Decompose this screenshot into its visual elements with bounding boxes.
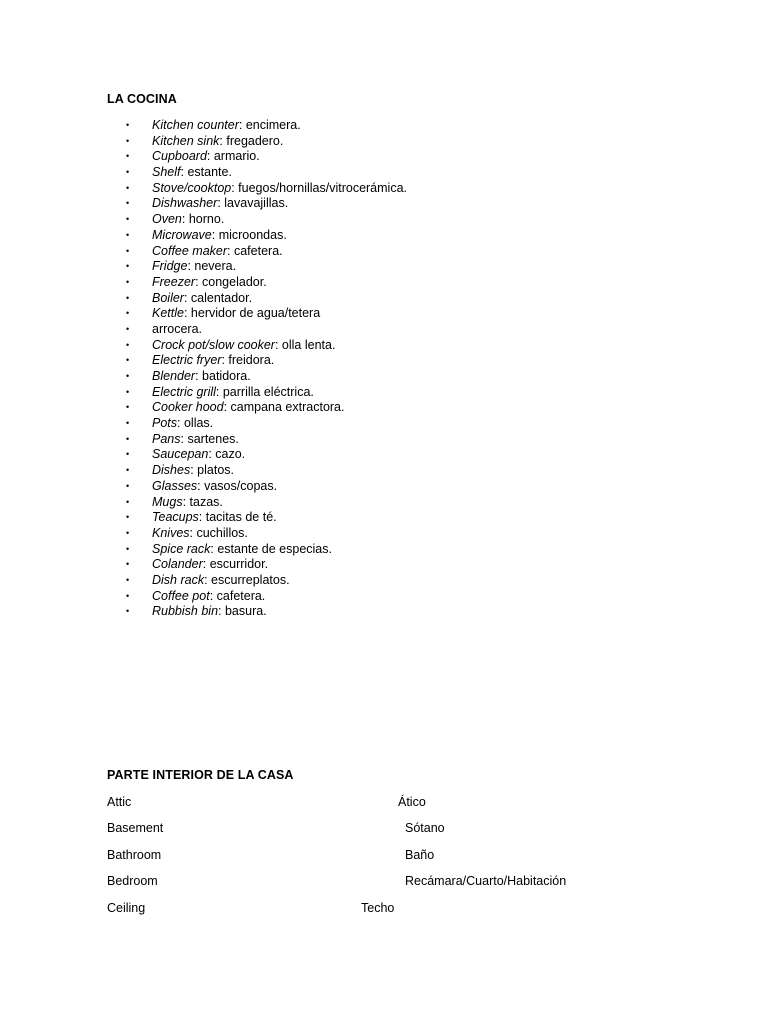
english-term: Kitchen counter — [152, 118, 239, 132]
separator: : — [210, 541, 218, 556]
separator: : — [218, 604, 225, 619]
bullet-icon: • — [126, 433, 130, 444]
separator: : — [227, 243, 234, 258]
bullet-icon: • — [126, 261, 130, 272]
bullet-icon: • — [126, 371, 130, 381]
english-term: Dish rack — [152, 572, 205, 587]
separator: : — [198, 510, 206, 525]
separator: : — [182, 494, 190, 509]
vocab-pair-row — [0, 795, 768, 811]
separator: : — [187, 259, 195, 274]
bullet-icon: • — [126, 449, 130, 460]
spanish-translation: cuchillos. — [196, 525, 248, 540]
separator: : — [221, 353, 229, 368]
spanish-translation: tazas. — [189, 494, 223, 509]
spanish-translation: hervidor de agua/tetera — [190, 306, 321, 321]
vocab-pair-row — [0, 821, 768, 837]
bullet-icon: • — [126, 229, 130, 240]
english-term: Coffee pot — [152, 588, 210, 603]
separator: : — [219, 133, 227, 148]
bullet-icon: • — [126, 355, 130, 366]
spanish-translation: estante de especias. — [217, 541, 332, 556]
english-term: Fridge — [152, 259, 188, 274]
english-term: Freezer — [152, 274, 196, 289]
bullet-icon: • — [126, 543, 130, 554]
separator: : — [217, 196, 225, 211]
separator: : — [215, 384, 223, 399]
separator: : — [177, 416, 184, 431]
english-term: Dishwasher — [152, 196, 218, 211]
separator: : — [274, 337, 282, 352]
english-term: Pots — [152, 416, 178, 431]
separator: : — [238, 118, 246, 132]
english-term: Knives — [152, 525, 190, 540]
bullet-icon: • — [126, 527, 130, 538]
kitchen-section-title: LA COCINA — [107, 92, 177, 106]
separator: : — [223, 400, 231, 415]
english-term: Rubbish bin — [152, 604, 219, 619]
english-word: Ceiling — [107, 901, 146, 915]
spanish-translation: fregadero. — [226, 133, 284, 148]
spanish-translation: fuegos/hornillas/vitrocerámica. — [238, 180, 407, 195]
bullet-icon: • — [126, 245, 130, 256]
spanish-translation: horno. — [188, 212, 225, 227]
spanish-translation: batidora. — [202, 369, 251, 383]
spanish-translation: nevera. — [194, 259, 237, 274]
separator: : — [190, 463, 198, 478]
english-term: Saucepan — [152, 447, 209, 462]
spanish-translation: ollas. — [183, 416, 214, 431]
bullet-icon: • — [126, 182, 130, 193]
spanish-translation: platos. — [197, 463, 235, 478]
vocab-pair-row — [0, 848, 768, 864]
english-term: Blender — [152, 369, 196, 383]
english-word: Basement — [107, 821, 164, 835]
bullet-icon: • — [126, 559, 130, 570]
separator: : — [209, 588, 217, 603]
separator: : — [211, 227, 219, 242]
spanish-translation: encimera. — [245, 118, 301, 132]
spanish-translation: escurridor. — [209, 557, 269, 572]
spanish-translation: estante. — [187, 165, 232, 180]
separator: : — [180, 165, 188, 180]
spanish-translation: congelador. — [202, 274, 267, 289]
bullet-icon: • — [126, 574, 130, 585]
spanish-word: Sótano — [405, 821, 445, 835]
spanish-word: Ático — [398, 795, 426, 809]
spanish-translation: freidora. — [228, 353, 275, 368]
spanish-translation: lavavajillas. — [224, 196, 289, 211]
spanish-translation: calentador. — [190, 290, 253, 305]
english-term: Electric fryer — [152, 353, 222, 368]
english-word: Attic — [107, 795, 132, 809]
spanish-translation: armario. — [213, 149, 260, 164]
spanish-translation: microondas. — [218, 227, 287, 242]
vocab-pair-row — [0, 901, 768, 917]
english-term: Mugs — [152, 494, 183, 509]
separator: : — [231, 180, 239, 195]
separator: : — [202, 557, 210, 572]
english-term: Crock pot/slow cooker — [152, 337, 275, 352]
separator: : — [197, 478, 205, 493]
english-term: Glasses — [152, 478, 198, 493]
bullet-icon: • — [126, 167, 130, 178]
spanish-word: Recámara/Cuarto/Habitación — [405, 874, 567, 888]
spanish-translation: vasos/copas. — [204, 478, 278, 493]
separator: : — [189, 525, 197, 540]
bullet-icon: • — [126, 151, 130, 162]
bullet-icon: • — [126, 120, 130, 130]
bullet-icon: • — [126, 512, 130, 523]
spanish-translation: cazo. — [215, 447, 246, 462]
english-term: Kettle — [152, 306, 184, 321]
english-word: Bathroom — [107, 848, 162, 862]
bullet-icon: • — [126, 418, 130, 429]
bullet-icon: • — [126, 214, 130, 225]
spanish-translation: olla lenta. — [281, 337, 336, 352]
spanish-translation: tacitas de té. — [205, 510, 277, 525]
english-term: Microwave — [152, 227, 212, 242]
bullet-icon: • — [126, 590, 130, 601]
bullet-icon: • — [126, 606, 130, 617]
bullet-icon: • — [126, 198, 130, 209]
bullet-icon: • — [126, 386, 130, 397]
bullet-icon: • — [126, 339, 130, 350]
english-term: Boiler — [152, 290, 184, 305]
spanish-word: Techo — [361, 901, 395, 915]
english-term: Teacups — [152, 510, 199, 525]
english-term: Pans — [152, 431, 181, 446]
interior-section-title: PARTE INTERIOR DE LA CASA — [107, 768, 294, 782]
spanish-translation: escurreplatos. — [211, 572, 290, 587]
english-term: Stove/cooktop — [152, 180, 232, 195]
spanish-translation: basura. — [224, 604, 267, 619]
spanish-translation: arrocera. — [152, 321, 203, 336]
bullet-icon: • — [126, 292, 130, 303]
english-term: Cupboard — [152, 149, 207, 164]
separator: : — [181, 212, 189, 227]
english-term: Shelf — [152, 165, 181, 180]
english-term: Cooker hood — [152, 400, 224, 415]
english-term: Kitchen sink — [152, 133, 220, 148]
bullet-icon: • — [126, 496, 130, 507]
spanish-translation: campana extractora. — [230, 400, 345, 415]
separator: : — [208, 447, 216, 462]
bullet-icon: • — [126, 276, 130, 287]
separator: : — [204, 572, 212, 587]
bullet-icon: • — [126, 402, 130, 413]
english-term: Spice rack — [152, 541, 211, 556]
english-term: Dishes — [152, 463, 191, 478]
english-word: Bedroom — [107, 874, 158, 888]
english-term: Oven — [152, 212, 182, 227]
spanish-translation: cafetera. — [233, 243, 283, 258]
separator: : — [183, 290, 191, 305]
spanish-translation: cafetera. — [216, 588, 266, 603]
separator: : — [206, 149, 214, 164]
bullet-icon: • — [126, 308, 130, 319]
spanish-word: Baño — [405, 848, 435, 862]
separator: : — [195, 369, 203, 383]
english-term: Coffee maker — [152, 243, 228, 258]
spanish-translation: sartenes. — [187, 431, 239, 446]
english-term: Electric grill — [152, 384, 216, 399]
bullet-icon: • — [126, 323, 130, 334]
bullet-icon: • — [126, 480, 130, 491]
vocab-pair-row — [0, 874, 768, 890]
separator: : — [180, 431, 188, 446]
separator: : — [195, 274, 203, 289]
bullet-icon: • — [126, 465, 130, 476]
english-term: Colander — [152, 557, 203, 572]
spanish-translation: parrilla eléctrica. — [222, 384, 314, 399]
bullet-icon: • — [126, 135, 130, 146]
separator: : — [183, 306, 191, 321]
